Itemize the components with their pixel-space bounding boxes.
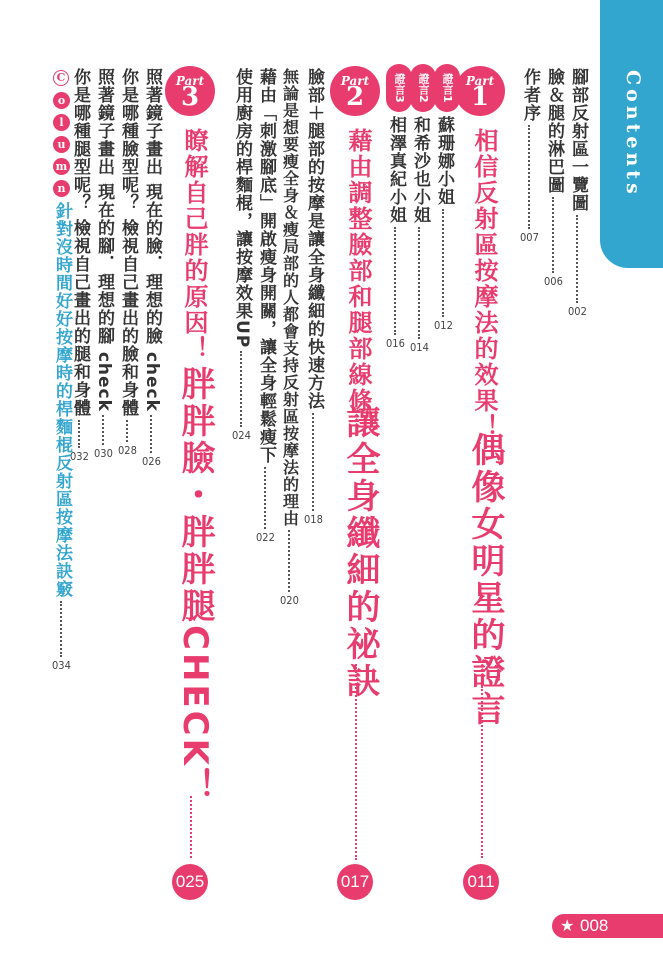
page-number: 008 (580, 916, 609, 935)
part1-dotted-leader (481, 686, 483, 858)
toc-entry-part3-1[interactable]: 照著鏡子畫出 現在的臉．理想的臉 check 026 (141, 68, 162, 468)
toc-entry-part3-3[interactable]: 照著鏡子畫出 現在的腳．理想的腳 check 030 (93, 68, 114, 460)
part1-badge: Part 1 (455, 66, 505, 116)
toc-entry-testimony-2[interactable]: 和希沙也小姐 014 (409, 116, 430, 354)
part2-dotted-leader (355, 664, 357, 860)
star-icon: ★ (560, 916, 575, 935)
toc-entry-part2-4[interactable]: 使用廚房的桿麵棍，讓按摩效果UP 024 (231, 68, 252, 443)
toc-entry-column[interactable]: 針對沒時間好好按摩時的桿麵棍反射區按摩法訣竅 034 (51, 202, 72, 672)
toc-entry-testimony-3[interactable]: 相澤真紀小姐 016 (385, 116, 406, 350)
toc-entry-part2-2[interactable]: 無論是想要瘦全身＆瘦局部的人都會支持反射區按摩法的理由 020 (280, 68, 300, 607)
testimony-tag-2: 證言2 (410, 64, 436, 112)
testimony-tag-3: 證言3 (386, 64, 412, 112)
column-letter-o: o (53, 92, 70, 109)
part3-title-a[interactable]: 瞭解自己胖的原因！ (180, 128, 208, 362)
column-letter-u: u (53, 136, 70, 153)
toc-entry-part2-1[interactable]: 臉部＋腿部的按摩是讓全身纖細的快速方法 018 (303, 68, 324, 526)
column-letter-l: l (53, 114, 70, 131)
column-letter-n: n (53, 180, 70, 197)
part1-title-b[interactable]: 偶像女明星的證言 (465, 432, 505, 728)
part3-title-b[interactable]: 胖胖臉・胖胖腿CHECK！ (175, 366, 215, 805)
part1-title-a[interactable]: 相信反射區按摩法的效果！ (470, 128, 498, 440)
part2-title-b[interactable]: 讓全身纖細的祕訣 (340, 404, 380, 700)
testimony-tag-1: 證言1 (434, 64, 460, 112)
toc-entry-feet-map[interactable]: 腳部反射區一覽圖 002 (567, 68, 588, 318)
toc-entry-testimony-1[interactable]: 蘇珊娜小姐 012 (433, 116, 454, 332)
part3-badge: Part 3 (165, 66, 215, 116)
toc-entry-part2-3[interactable]: 藉由「刺激腳底」開啟瘦身開關，讓全身輕鬆瘦下 022 (255, 68, 276, 544)
part2-badge: Part 2 (330, 66, 380, 116)
toc-entry-part3-2[interactable]: 你是哪種臉型呢？ 檢視自己畫出的臉和身體 028 (117, 68, 138, 457)
contents-tab (600, 0, 663, 268)
toc-entry-lymph-map[interactable]: 臉＆腿的淋巴圖 006 (543, 68, 564, 288)
part2-title-a[interactable]: 藉由調整臉部和腿部線條 (344, 128, 372, 414)
contents-label: Contents (622, 70, 644, 198)
part2-page-circle[interactable]: 017 (337, 864, 373, 900)
column-letter-c: C (53, 70, 69, 86)
part1-page-circle[interactable]: 011 (463, 864, 499, 900)
part3-page-circle[interactable]: 025 (172, 864, 208, 900)
column-letter-m: m (53, 158, 70, 175)
part3-dotted-leader (190, 796, 192, 858)
toc-entry-part3-4[interactable]: 你是哪種腿型呢？ 檢視自己畫出的腿和身體 032 (69, 68, 90, 463)
page-number-tab (552, 914, 663, 938)
toc-entry-preface[interactable]: 作者序 007 (519, 68, 540, 244)
